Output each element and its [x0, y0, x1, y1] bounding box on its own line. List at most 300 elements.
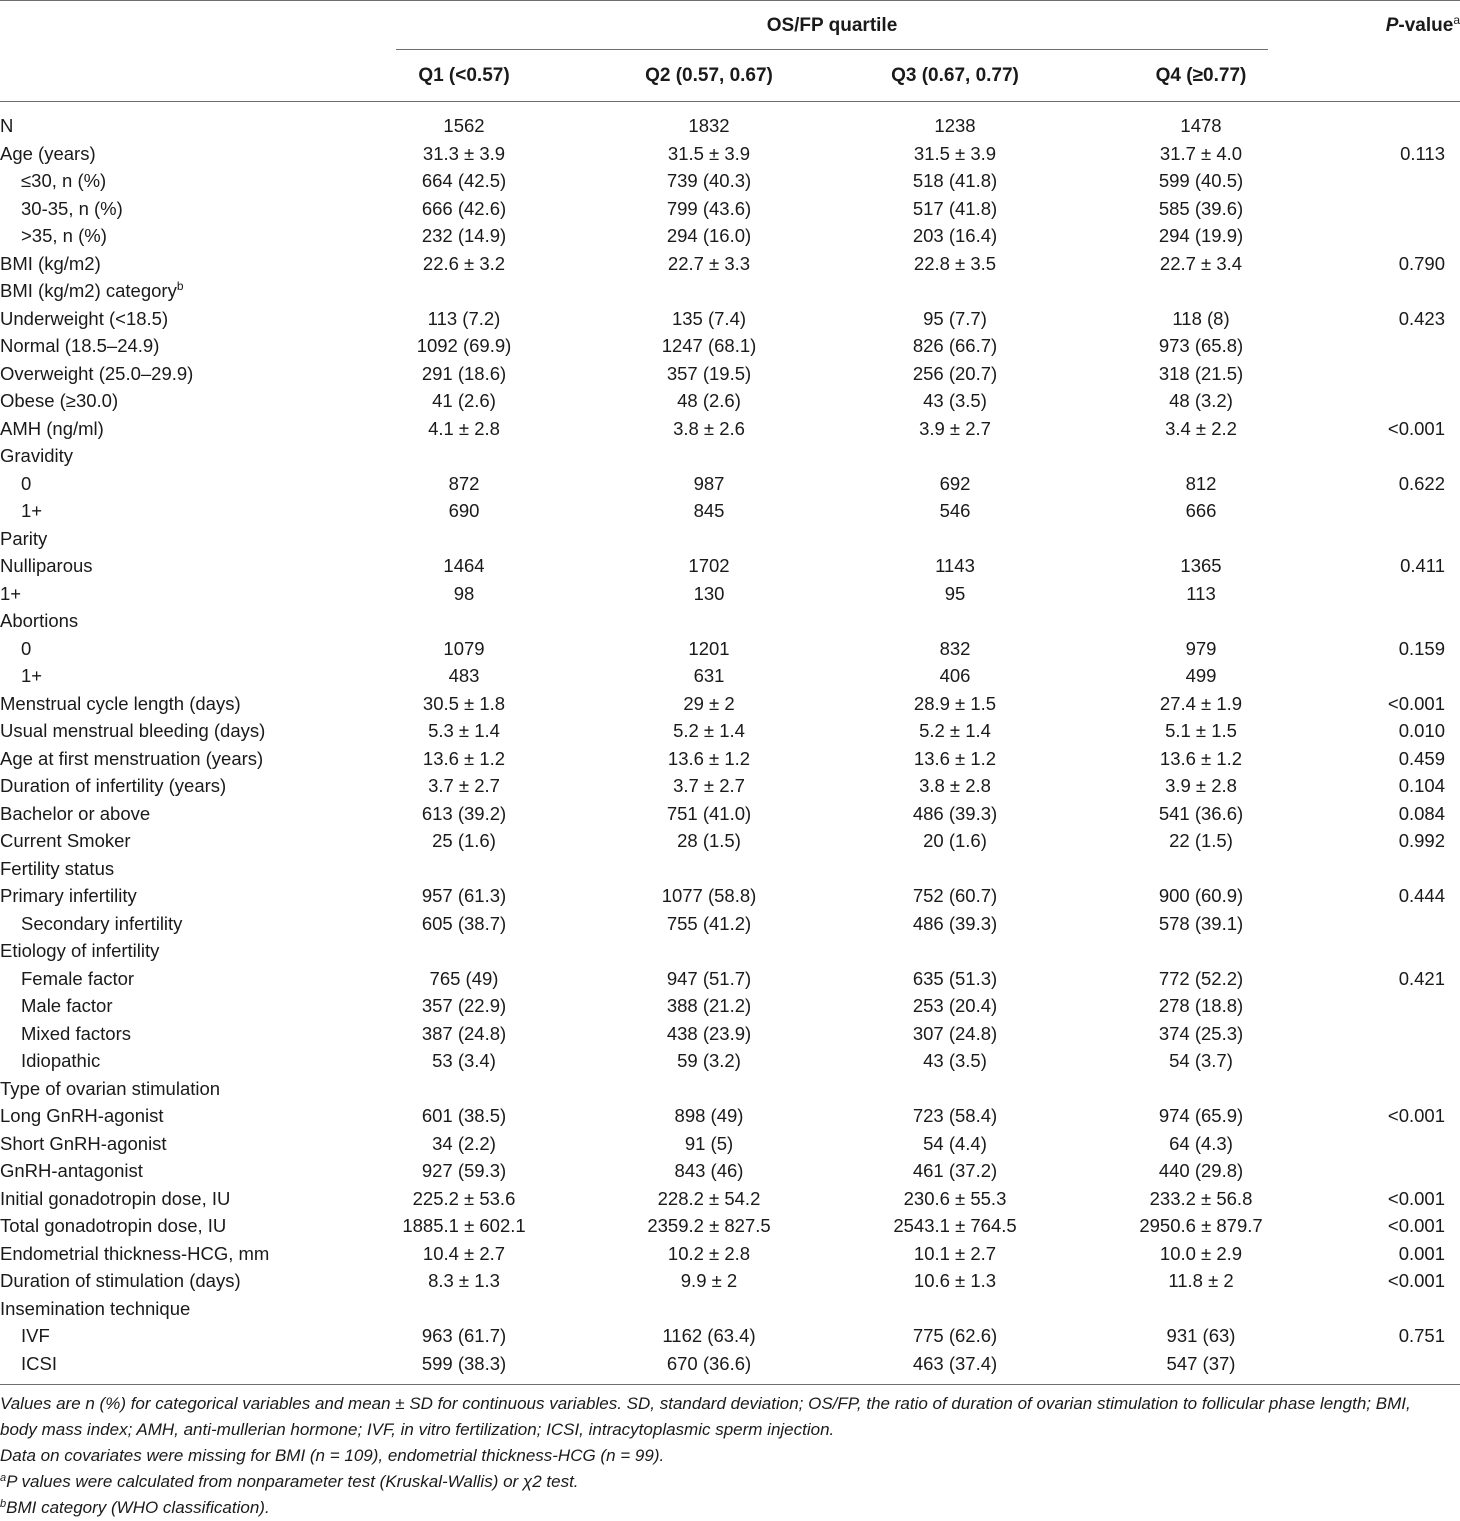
- cell-q1: 483: [448, 665, 480, 686]
- cell-q4: 27.4 ± 1.9: [1159, 692, 1243, 714]
- cell-q3: 54 (4.4): [923, 1132, 987, 1154]
- cell-q2: 357 (19.5): [666, 362, 752, 384]
- row-label: [0, 387, 118, 415]
- cell-q2: 739 (40.3): [666, 170, 752, 191]
- cell-q3: 253 (20.4): [912, 995, 998, 1016]
- row-label-text: Age at first menstruation (years): [0, 747, 264, 769]
- cell-q2: 3.7 ± 2.7: [673, 775, 745, 796]
- cell-q2: 755 (41.2): [666, 912, 752, 934]
- table-row: [0, 910, 1460, 938]
- row-label: [0, 250, 101, 278]
- cell-q2: 388 (21.2): [666, 995, 752, 1016]
- cell-q2: 799 (43.6): [666, 197, 752, 219]
- cell-q3: 230.6 ± 55.3: [903, 1187, 1007, 1209]
- row-label-text: 1+: [21, 500, 43, 521]
- group-header: OS/FP quartile: [766, 15, 898, 36]
- table-row: [0, 662, 1460, 690]
- cell-q3: 95: [944, 582, 966, 604]
- table-row: [0, 112, 1460, 140]
- row-label: [0, 525, 47, 553]
- cell-q4: 585 (39.6): [1158, 197, 1244, 219]
- cell-q2: 898 (49): [674, 1105, 744, 1126]
- table-row: [0, 882, 1460, 910]
- row-label-text: 1+: [21, 665, 43, 686]
- cell-q4: 31.7 ± 4.0: [1159, 142, 1243, 164]
- table-row: [0, 1295, 1460, 1323]
- cell-q3: 95 (7.7): [923, 307, 987, 329]
- row-label: [0, 580, 21, 608]
- cell-q1: 957 (61.3): [421, 885, 507, 906]
- cell-q3: 826 (66.7): [912, 335, 998, 356]
- cell-q1: 53 (3.4): [432, 1050, 496, 1071]
- cell-pvalue: 0.001: [1398, 1242, 1445, 1264]
- table-row: [0, 552, 1460, 580]
- row-label-text: BMI (kg/m2) category: [0, 280, 177, 301]
- cell-q3: 3.8 ± 2.8: [919, 775, 991, 796]
- row-label: [21, 195, 123, 223]
- cell-q4: 294 (19.9): [1158, 225, 1244, 246]
- cell-q3: 13.6 ± 1.2: [913, 747, 997, 769]
- table-row: [0, 635, 1460, 663]
- row-label: [0, 332, 159, 360]
- cell-q2: 1162 (63.4): [662, 1325, 756, 1346]
- cell-q2: 1702: [688, 555, 730, 576]
- cell-q2: 987: [693, 472, 725, 494]
- row-label: [0, 717, 265, 745]
- cell-q3: 20 (1.6): [923, 830, 987, 851]
- row-label-text: ≤30, n (%): [21, 170, 107, 191]
- table-row: [0, 1240, 1460, 1268]
- cell-q2: 228.2 ± 54.2: [657, 1187, 761, 1209]
- cell-q2: 10.2 ± 2.8: [667, 1242, 751, 1264]
- table-row: [0, 415, 1460, 443]
- table-row: [0, 525, 1460, 553]
- row-label-text: 30-35, n (%): [21, 197, 123, 219]
- table-row: [0, 937, 1460, 965]
- cell-q4: 578 (39.1): [1158, 912, 1244, 934]
- cell-q2: 48 (2.6): [677, 390, 741, 411]
- cell-pvalue: 0.421: [1398, 967, 1445, 989]
- cell-q2: 22.7 ± 3.3: [667, 252, 751, 274]
- footnote-line: Values are n (%) for categorical variables and mean ± SD for continuous variables. SD, standard deviation; OS/FP, the ratio of duration of ovarian stimulation to follicular phase length; BMI,: [0, 1394, 1411, 1413]
- cell-pvalue: 0.159: [1398, 637, 1445, 659]
- table-row: [0, 580, 1460, 608]
- row-label-text: BMI (kg/m2): [0, 252, 101, 274]
- cell-q2: 670 (36.6): [666, 1352, 752, 1374]
- row-label: [0, 607, 78, 635]
- cell-q1: 1562: [443, 115, 485, 136]
- row-label-text: Abortions: [0, 610, 79, 631]
- cell-q1: 872: [448, 472, 480, 494]
- footnote-a-marker: a: [0, 1472, 7, 1484]
- cell-q4: 13.6 ± 1.2: [1159, 747, 1243, 769]
- footnote-b-text: BMI category (WHO classification).: [6, 1498, 270, 1517]
- cell-pvalue: 0.113: [1400, 142, 1445, 164]
- table-row: [0, 992, 1460, 1020]
- table-row: [0, 1020, 1460, 1048]
- row-label: [0, 882, 137, 910]
- row-label-text: Menstrual cycle length (days): [0, 692, 241, 714]
- table-row: [0, 1322, 1460, 1350]
- cell-q1: 31.3 ± 3.9: [422, 142, 506, 164]
- cell-q4: 499: [1185, 665, 1217, 686]
- row-label: [21, 1322, 50, 1350]
- row-label-text: Secondary infertility: [21, 912, 183, 934]
- footnote-line: Data on covariates were missing for BMI (n = 109), endometrial thickness-HCG (n = 99).: [0, 1446, 665, 1465]
- cell-q1: 25 (1.6): [432, 830, 496, 851]
- cell-q4: 440 (29.8): [1158, 1160, 1244, 1181]
- cell-q2: 843 (46): [674, 1160, 744, 1181]
- cell-q4: 22.7 ± 3.4: [1159, 252, 1243, 274]
- group-underline: [396, 49, 1268, 50]
- table-footnotes: [0, 1391, 1460, 1521]
- row-label: [0, 772, 226, 800]
- row-label-text: Endometrial thickness-HCG, mm: [0, 1242, 270, 1264]
- cell-q1: 605 (38.7): [421, 912, 507, 934]
- table-row: [0, 745, 1460, 773]
- cell-q3: 256 (20.7): [912, 362, 998, 384]
- table-row: [0, 360, 1460, 388]
- row-label-text: ICSI: [21, 1352, 57, 1374]
- cell-pvalue: 0.622: [1398, 472, 1445, 494]
- cell-q3: 832: [939, 637, 971, 659]
- cell-q1: 357 (22.9): [421, 995, 507, 1016]
- row-label-text: GnRH-antagonist: [0, 1160, 143, 1181]
- column-header-q4: Q4 (≥0.77): [1155, 65, 1247, 86]
- footnote-line: body mass index; AMH, anti-mullerian hormone; IVF, in vitro fertilization; ICSI, intracytoplasmic sperm injection.: [0, 1420, 835, 1439]
- cell-q1: 4.1 ± 2.8: [428, 417, 500, 439]
- cell-pvalue: <0.001: [1387, 692, 1445, 714]
- cell-q1: 232 (14.9): [421, 225, 507, 246]
- cell-pvalue: 0.444: [1398, 885, 1445, 906]
- cell-q4: 118 (8): [1172, 307, 1230, 329]
- cell-q3: 486 (39.3): [912, 912, 998, 934]
- row-label-text: Mixed factors: [21, 1022, 132, 1044]
- cell-q1: 13.6 ± 1.2: [422, 747, 506, 769]
- cell-q4: 278 (18.8): [1158, 995, 1244, 1016]
- table-row: [0, 965, 1460, 993]
- cell-q2: 438 (23.9): [666, 1022, 752, 1044]
- cell-pvalue: 0.992: [1398, 830, 1445, 851]
- cell-q1: 690: [448, 500, 480, 521]
- table-row: [0, 1350, 1460, 1378]
- cell-q2: 29 ± 2: [683, 692, 735, 714]
- cell-q3: 752 (60.7): [912, 885, 998, 906]
- table-body: [0, 112, 1460, 1377]
- cell-pvalue: 0.104: [1398, 775, 1445, 796]
- cell-q2: 2359.2 ± 827.5: [647, 1215, 771, 1236]
- cell-q4: 54 (3.7): [1169, 1050, 1233, 1071]
- row-label-text: 1+: [0, 582, 22, 604]
- cell-q4: 772 (52.2): [1158, 967, 1244, 989]
- cell-q4: 11.8 ± 2: [1168, 1270, 1234, 1291]
- cell-q4: 2950.6 ± 879.7: [1139, 1215, 1263, 1236]
- row-label: [0, 1157, 143, 1185]
- cell-q3: 461 (37.2): [912, 1160, 998, 1181]
- cell-q4: 900 (60.9): [1158, 885, 1244, 906]
- row-label: [0, 1130, 167, 1158]
- row-label: [0, 1240, 269, 1268]
- cell-q4: 973 (65.8): [1158, 335, 1244, 356]
- row-label-text: Normal (18.5–24.9): [0, 335, 160, 356]
- cell-q2: 751 (41.0): [666, 802, 752, 824]
- cell-q2: 31.5 ± 3.9: [667, 142, 751, 164]
- row-label-text: Underweight (<18.5): [0, 307, 169, 329]
- cell-q2: 130: [693, 582, 725, 604]
- row-label: [0, 140, 96, 168]
- row-label: [21, 965, 134, 993]
- cell-q1: 666 (42.6): [421, 197, 507, 219]
- cell-q4: 974 (65.9): [1158, 1105, 1244, 1126]
- row-label: [0, 745, 263, 773]
- top-rule: [0, 0, 1460, 1]
- table-row: [0, 1130, 1460, 1158]
- cell-q3: 10.1 ± 2.7: [913, 1242, 997, 1264]
- row-label: [0, 360, 193, 388]
- cell-q4: 1478: [1180, 115, 1222, 136]
- cell-q3: 1143: [935, 555, 975, 576]
- row-label-text: Idiopathic: [21, 1050, 101, 1071]
- cell-q1: 601 (38.5): [421, 1105, 507, 1126]
- cell-q2: 845: [693, 500, 725, 521]
- footnote-a-text: P values were calculated from nonparameter test (Kruskal-Wallis) or χ2 test.: [6, 1472, 579, 1491]
- cell-q4: 22 (1.5): [1169, 830, 1233, 851]
- row-label: [0, 937, 159, 965]
- pvalue-header-p: P: [1385, 15, 1399, 36]
- row-label: [0, 415, 104, 443]
- row-label: [0, 1212, 226, 1240]
- bottom-rule: [0, 1384, 1460, 1385]
- cell-q4: 5.1 ± 1.5: [1165, 720, 1237, 741]
- cell-q3: 3.9 ± 2.7: [919, 417, 991, 439]
- row-label: [21, 662, 42, 690]
- cell-pvalue: <0.001: [1387, 1270, 1445, 1291]
- table-row: [0, 250, 1460, 278]
- table-row: [0, 827, 1460, 855]
- cell-q3: 28.9 ± 1.5: [913, 692, 997, 714]
- cell-q4: 233.2 ± 56.8: [1149, 1187, 1253, 1209]
- row-label-text: Insemination technique: [0, 1297, 191, 1319]
- cell-pvalue: 0.459: [1398, 747, 1445, 769]
- table-row: [0, 800, 1460, 828]
- cell-q2: 1201: [688, 637, 730, 659]
- cell-q4: 318 (21.5): [1158, 362, 1244, 384]
- cell-q1: 30.5 ± 1.8: [422, 692, 506, 714]
- cell-q3: 1238: [934, 115, 976, 136]
- cell-q1: 8.3 ± 1.3: [428, 1270, 500, 1291]
- cell-q1: 10.4 ± 2.7: [422, 1242, 506, 1264]
- column-header-q2: Q2 (0.57, 0.67): [645, 65, 773, 86]
- cell-q2: 5.2 ± 1.4: [673, 720, 745, 741]
- table-row: [0, 1157, 1460, 1185]
- cell-q4: 374 (25.3): [1158, 1022, 1244, 1044]
- footnote-b: [0, 1495, 1460, 1521]
- row-label: [0, 827, 131, 855]
- row-label-text: 0: [21, 472, 32, 494]
- table-row: [0, 1212, 1460, 1240]
- cell-q3: 22.8 ± 3.5: [913, 252, 997, 274]
- cell-q1: 291 (18.6): [421, 362, 507, 384]
- cell-q3: 546: [939, 500, 971, 521]
- cell-q1: 613 (39.2): [421, 802, 507, 824]
- cell-pvalue: 0.010: [1398, 720, 1445, 741]
- cell-q4: 1365: [1180, 555, 1222, 576]
- row-label-footnote-marker: b: [176, 279, 184, 293]
- cell-q3: 307 (24.8): [912, 1022, 998, 1044]
- cell-q4: 10.0 ± 2.9: [1159, 1242, 1243, 1264]
- table-row: [0, 167, 1460, 195]
- table-row: [0, 690, 1460, 718]
- cell-pvalue: 0.423: [1398, 307, 1445, 329]
- cell-q4: 666: [1185, 500, 1217, 521]
- table-row: [0, 387, 1460, 415]
- row-label-text: Age (years): [0, 142, 96, 164]
- cell-q3: 203 (16.4): [912, 225, 998, 246]
- row-label: [21, 167, 106, 195]
- cell-q3: 517 (41.8): [912, 197, 998, 219]
- cell-pvalue: 0.751: [1398, 1325, 1445, 1346]
- cell-q2: 294 (16.0): [666, 225, 752, 246]
- footnote-a: [0, 1469, 1460, 1495]
- cell-q1: 1092 (69.9): [416, 335, 512, 356]
- cell-q1: 41 (2.6): [432, 390, 496, 411]
- cell-q1: 963 (61.7): [421, 1325, 507, 1346]
- row-label: [0, 800, 150, 828]
- row-label: [0, 1295, 190, 1323]
- table-row: [0, 855, 1460, 883]
- cell-q1: 22.6 ± 3.2: [422, 252, 506, 274]
- cell-q2: 91 (5): [684, 1132, 734, 1154]
- table-row: [0, 497, 1460, 525]
- cell-q4: 931 (63): [1166, 1325, 1236, 1346]
- row-label: [21, 992, 113, 1020]
- cell-q3: 775 (62.6): [912, 1325, 998, 1346]
- cell-q1: 1464: [443, 555, 485, 576]
- cell-q3: 10.6 ± 1.3: [913, 1270, 997, 1291]
- table-row: [0, 607, 1460, 635]
- cell-q4: 812: [1185, 472, 1217, 494]
- cell-q4: 979: [1185, 637, 1217, 659]
- row-label: [21, 1047, 100, 1075]
- row-label: [0, 112, 13, 140]
- row-label: [0, 1185, 230, 1213]
- cell-q1: 98: [453, 582, 475, 604]
- cell-q4: 3.4 ± 2.2: [1165, 417, 1237, 439]
- row-label-text: Parity: [0, 527, 48, 549]
- cell-q4: 547 (37): [1166, 1352, 1236, 1374]
- row-label: [21, 470, 31, 498]
- row-label-text: N: [0, 115, 14, 136]
- cell-pvalue: <0.001: [1387, 1105, 1445, 1126]
- row-label-text: Male factor: [21, 995, 113, 1016]
- row-label-text: >35, n (%): [21, 225, 107, 246]
- header-rule: [0, 101, 1460, 102]
- row-label-text: Current Smoker: [0, 830, 131, 851]
- cell-q3: 406: [939, 665, 971, 686]
- row-label: [21, 635, 31, 663]
- cell-q2: 1077 (58.8): [661, 885, 757, 906]
- cell-q3: 692: [939, 472, 971, 494]
- cell-q3: 43 (3.5): [923, 1050, 987, 1071]
- row-label: [21, 222, 107, 250]
- cell-q4: 541 (36.6): [1158, 802, 1244, 824]
- row-label: [0, 277, 184, 305]
- cell-q3: 723 (58.4): [912, 1105, 998, 1126]
- cell-q1: 34 (2.2): [432, 1132, 496, 1154]
- cell-q3: 518 (41.8): [912, 170, 998, 191]
- cell-q2: 631: [693, 665, 725, 686]
- cell-q2: 28 (1.5): [677, 830, 741, 851]
- cell-q1: 1079: [443, 637, 485, 659]
- table-row: [0, 195, 1460, 223]
- table-row: [0, 470, 1460, 498]
- row-label-text: Initial gonadotropin dose, IU: [0, 1187, 231, 1209]
- column-header-q1: Q1 (<0.57): [418, 65, 510, 86]
- cell-pvalue: 0.790: [1398, 252, 1445, 274]
- row-label-text: Duration of infertility (years): [0, 775, 227, 796]
- pvalue-header: [1360, 14, 1460, 38]
- row-label-text: Short GnRH-agonist: [0, 1132, 167, 1154]
- cell-q2: 135 (7.4): [671, 307, 747, 329]
- cell-q3: 463 (37.4): [912, 1352, 998, 1374]
- cell-pvalue: <0.001: [1387, 417, 1445, 439]
- cell-q2: 1247 (68.1): [661, 335, 757, 356]
- row-label-text: Female factor: [21, 967, 135, 989]
- cell-q4: 64 (4.3): [1169, 1132, 1233, 1154]
- row-label: [0, 1267, 241, 1295]
- cell-q3: 31.5 ± 3.9: [913, 142, 997, 164]
- cell-q1: 765 (49): [429, 967, 499, 989]
- table-row: [0, 222, 1460, 250]
- table-row: [0, 305, 1460, 333]
- table-row: [0, 1102, 1460, 1130]
- cell-q1: 387 (24.8): [421, 1022, 507, 1044]
- cell-q2: 947 (51.7): [666, 967, 752, 989]
- cell-pvalue: 0.084: [1398, 802, 1445, 824]
- table-row: [0, 1267, 1460, 1295]
- row-label-text: Total gonadotropin dose, IU: [0, 1215, 227, 1236]
- cell-q1: 599 (38.3): [421, 1352, 507, 1374]
- row-label-text: Overweight (25.0–29.9): [0, 362, 194, 384]
- cell-q1: 5.3 ± 1.4: [428, 720, 500, 741]
- cell-q1: 113 (7.2): [427, 307, 501, 329]
- cell-pvalue: 0.411: [1400, 555, 1445, 576]
- row-label-text: Fertility status: [0, 857, 115, 879]
- cell-q1: 927 (59.3): [421, 1160, 507, 1181]
- table-row: [0, 1047, 1460, 1075]
- row-label: [0, 442, 73, 470]
- cell-q2: 9.9 ± 2: [680, 1270, 738, 1291]
- table-row: [0, 1075, 1460, 1103]
- pvalue-header-sup: a: [1453, 13, 1460, 27]
- row-label: [0, 855, 114, 883]
- row-label-text: AMH (ng/ml): [0, 417, 104, 439]
- row-label: [0, 305, 168, 333]
- cell-pvalue: <0.001: [1387, 1215, 1445, 1236]
- cell-q4: 48 (3.2): [1169, 390, 1233, 411]
- cell-q3: 43 (3.5): [923, 390, 987, 411]
- cell-q1: 225.2 ± 53.6: [412, 1187, 516, 1209]
- table-row: [0, 140, 1460, 168]
- row-label-text: Usual menstrual bleeding (days): [0, 720, 266, 741]
- cell-q4: 599 (40.5): [1158, 170, 1244, 191]
- row-label-text: Long GnRH-agonist: [0, 1105, 164, 1126]
- cell-q3: 486 (39.3): [912, 802, 998, 824]
- row-label: [21, 1350, 57, 1378]
- row-label-text: IVF: [21, 1325, 50, 1346]
- row-label-text: Bachelor or above: [0, 802, 151, 824]
- row-label-text: Gravidity: [0, 445, 73, 466]
